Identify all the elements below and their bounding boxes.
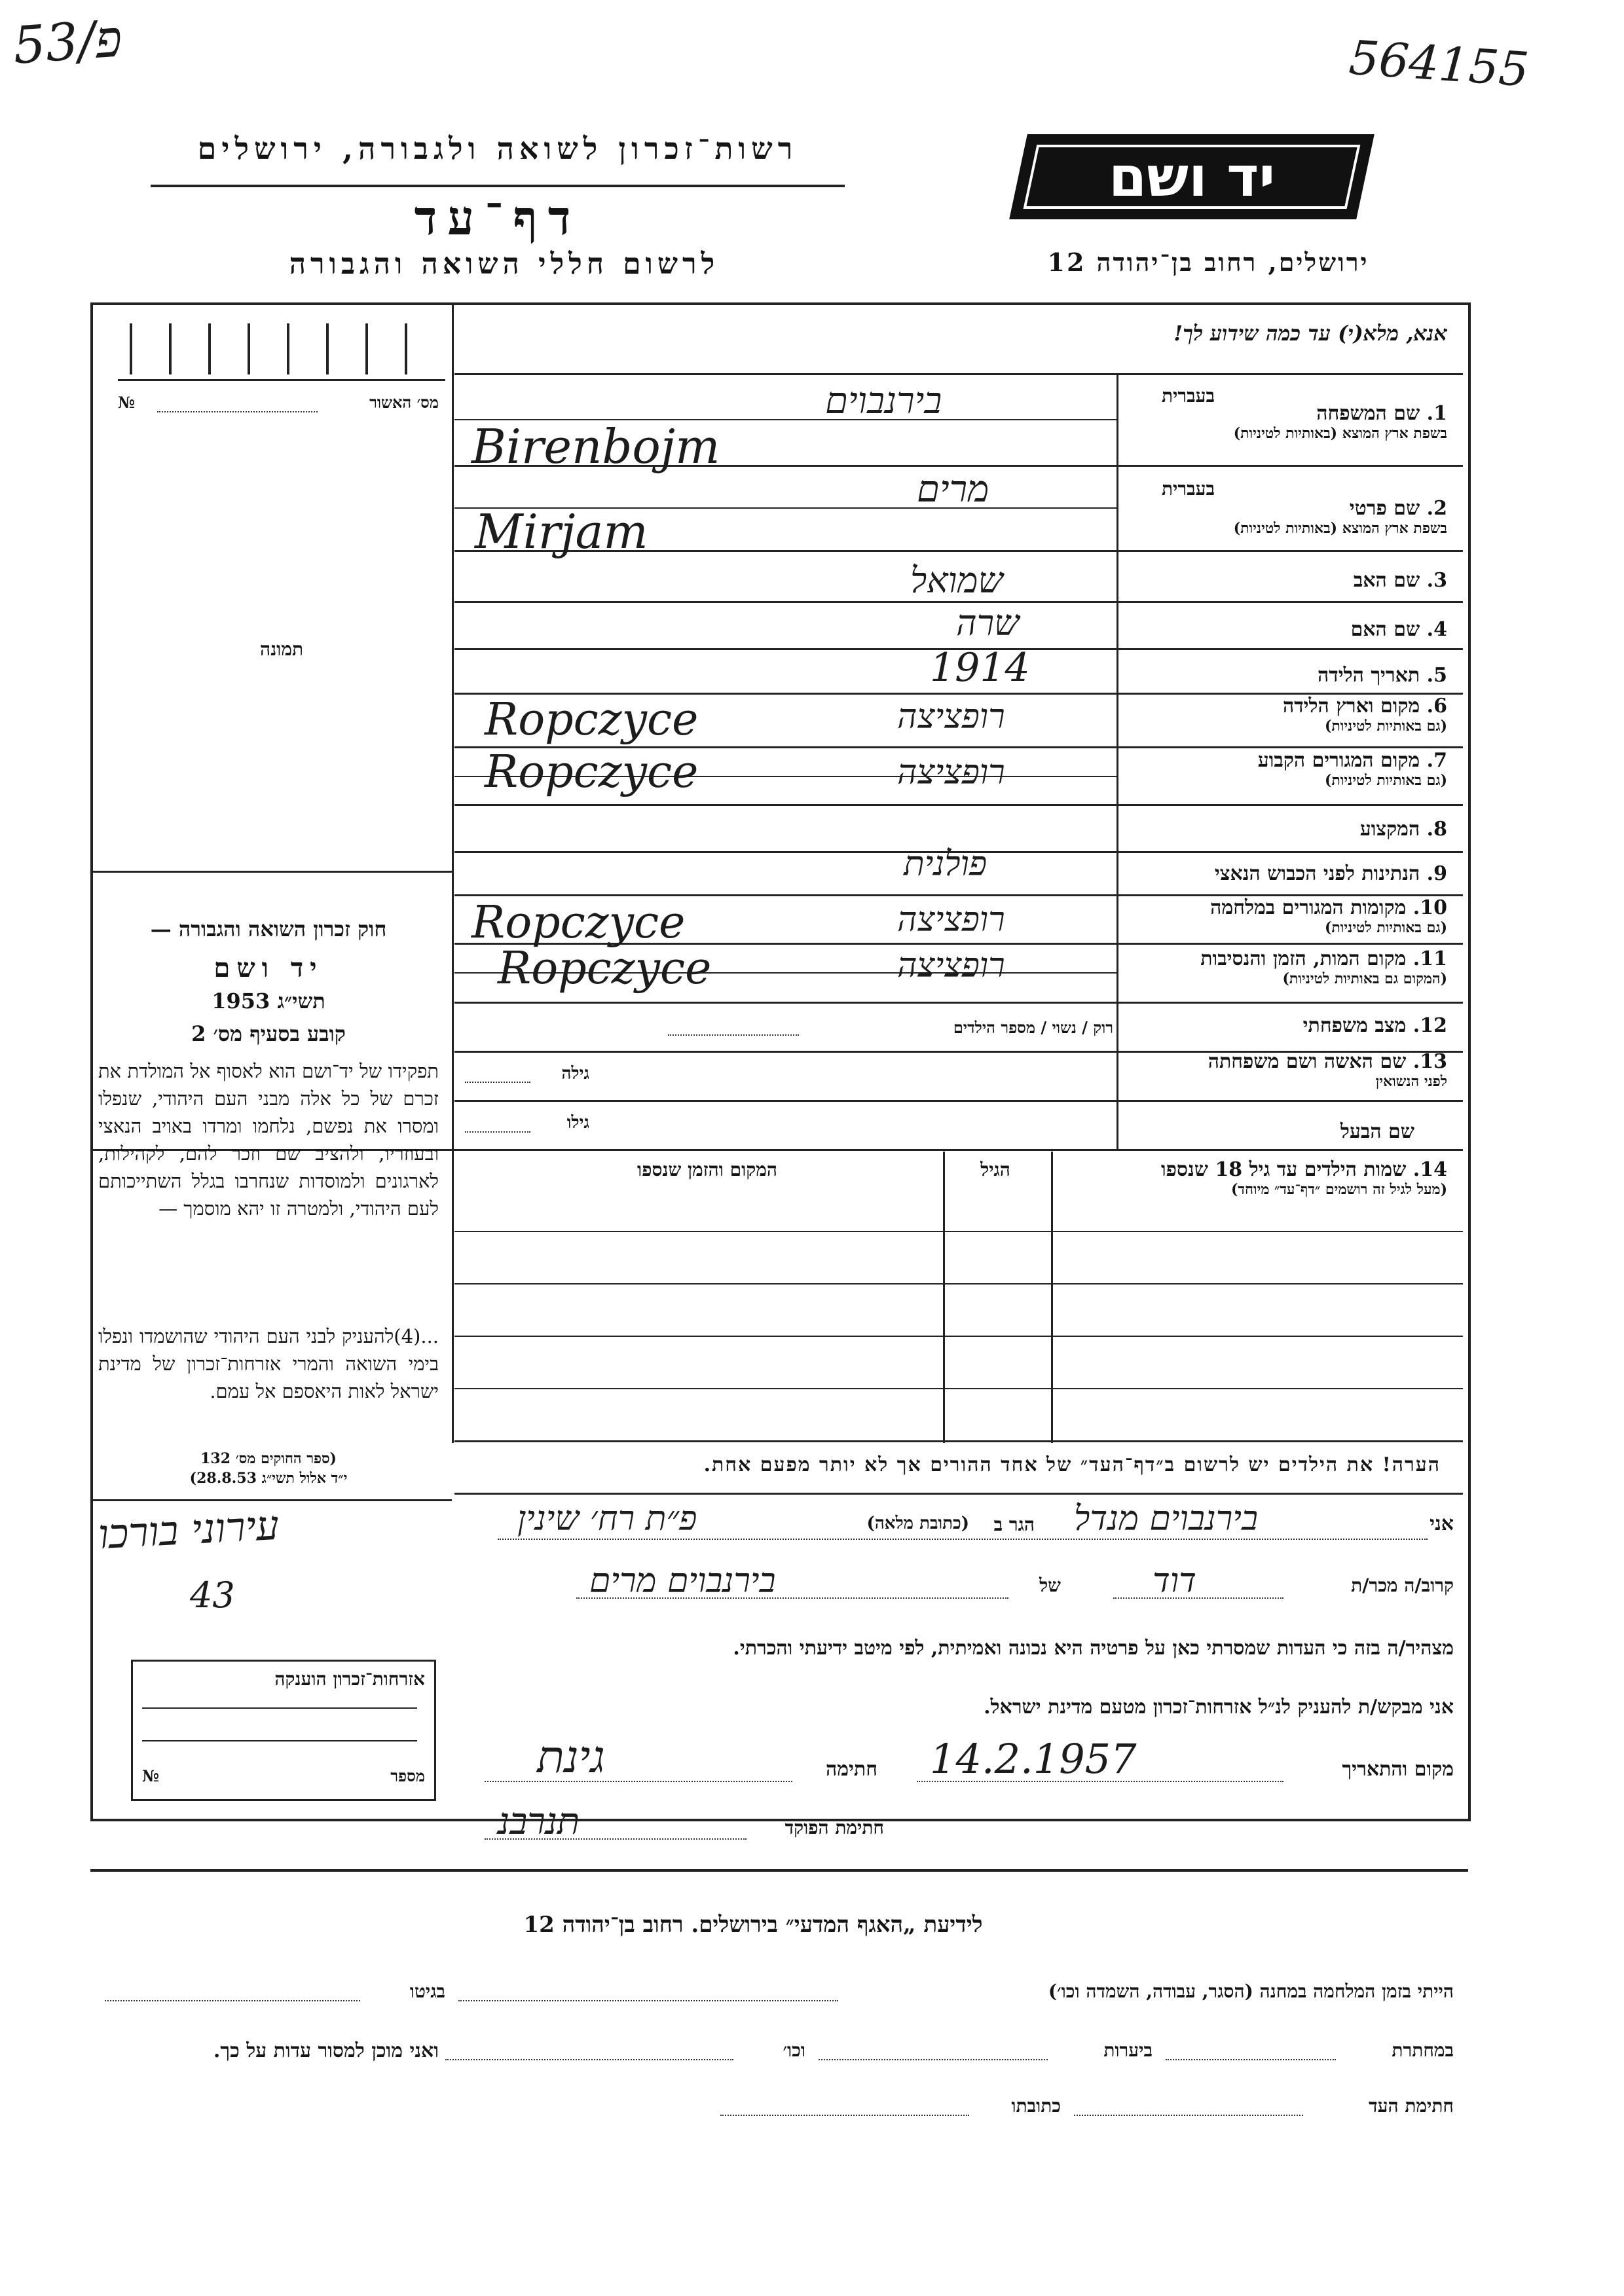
value-firstname-latin: Mirjam	[475, 504, 648, 559]
bottom-title: לידיעת „האגף המדעי״ בירושלים. רחוב בן־יהודה 12	[523, 1912, 983, 1938]
logo-text: יד ושם	[1108, 145, 1276, 209]
field-11-title: מקום המות, הזמן והנסיבות	[1200, 947, 1407, 970]
approval-number-label: מס׳ האשור	[369, 393, 439, 412]
value-firstname-hebrew: מרים	[917, 468, 989, 511]
field-4-title: שם האם	[1350, 618, 1420, 641]
bottom-line2-b: ביערות	[1103, 2039, 1153, 2061]
children-row-line	[454, 1231, 1463, 1232]
of-label: של	[1039, 1575, 1061, 1596]
photo-bottom-rule	[93, 871, 452, 873]
law-section: קובע בסעיף מס׳ 2	[191, 1021, 346, 1046]
official-signature-line	[485, 1838, 747, 1840]
signature-line	[485, 1781, 792, 1782]
field-5-num: 5.	[1426, 664, 1447, 687]
signature-value: גינת	[537, 1732, 605, 1783]
children-count-line	[668, 1034, 799, 1036]
bottom-line2-a: במחתרת	[1392, 2039, 1454, 2061]
value-wartime-residence-latin: Ropczyce	[471, 897, 686, 949]
field-13-num: 13.	[1412, 1050, 1447, 1073]
field-11-note: (המקום גם באותיות לטיניות)	[1282, 970, 1447, 987]
citizenship-box-title: אזרחות־זכרון הוענקה	[274, 1668, 425, 1690]
header-rule	[151, 185, 845, 187]
bottom-line3-fill2	[720, 2115, 969, 2116]
field-6-num: 6.	[1426, 695, 1447, 718]
approval-boxes	[118, 317, 445, 381]
bottom-line3-b: כתובתו	[1011, 2095, 1061, 2117]
law-title: חוק זכרון השואה והגבורה —	[150, 917, 387, 941]
photo-label: תמונה	[259, 638, 304, 660]
field-5-title: תאריך הלידה	[1318, 664, 1420, 687]
field-2-title: שם פרטי	[1349, 497, 1420, 520]
children-row-line	[454, 1283, 1463, 1285]
husband-age-line	[465, 1131, 530, 1133]
declarant-address-extra: עירוני בורכו	[97, 1501, 280, 1559]
signature-label: חתימה	[826, 1758, 877, 1781]
declaration-i: אני	[1430, 1512, 1454, 1535]
law-source-date: י״ד אלול תשי״ג 28.8.53)	[189, 1470, 348, 1487]
declarant-address: פ״ת רח׳ שינין	[517, 1499, 697, 1539]
relation-label: קרוב/ה מכר/ת	[1351, 1575, 1454, 1596]
children-note: הערה! את הילדים יש לרשום ב״דף־העד״ של אחד ההורים אך לא יותר מפעם אחת.	[703, 1453, 1441, 1476]
address-note: (כתובת מלאה)	[866, 1514, 969, 1533]
field-8-title: המקצוע	[1359, 818, 1420, 841]
field-12-num: 12.	[1412, 1014, 1447, 1037]
field-13-label	[1126, 1051, 1447, 1090]
org-line: רשות־זכרון לשואה ולגבורה, ירושלים	[197, 131, 798, 166]
row-line	[454, 1100, 1463, 1102]
children-col-divider	[452, 1152, 454, 1443]
value-birthplace-latin: Ropczyce	[485, 694, 699, 746]
field-6-title: מקום וארץ הלידה	[1282, 695, 1420, 718]
official-signature-value: תנרבנ	[498, 1800, 580, 1843]
declaration-statement: מצהיר/ה בזה כי העדות שמסרתי כאן על פרטיה היא נכונה ואמיתית, לפי מיטב ידיעתי והכרתי.	[733, 1637, 1454, 1660]
marital-options: רוק / נשוי / מספר הילדים	[953, 1018, 1113, 1037]
wife-age-label: גילה	[561, 1064, 589, 1084]
field-14-num: 14.	[1412, 1158, 1447, 1181]
field-13-title: שם האשה ושם משפחתה	[1208, 1050, 1407, 1073]
field-7-title: מקום המגורים הקבוע	[1257, 749, 1420, 772]
of-line	[576, 1597, 1008, 1599]
law-year-hebrew: תשי״ג	[277, 989, 325, 1013]
field-2-note: בשפת ארץ המוצא (באותיות לטיניות)	[1233, 519, 1447, 537]
declarant-address-number: 43	[190, 1575, 235, 1616]
declarant-name: בירנבוים מנדל	[1074, 1499, 1259, 1539]
bottom-line1-fill	[458, 2000, 838, 2001]
field-6-label	[1126, 695, 1447, 735]
note-rule	[454, 1493, 1463, 1495]
citizenship-number-label: מספר	[390, 1766, 425, 1785]
field-5-label	[1126, 665, 1447, 687]
value-father: שמואל	[910, 560, 1003, 601]
children-col-place: המקום והזמן שנספו	[637, 1159, 777, 1180]
children-col-age: הגיל	[980, 1159, 1010, 1180]
bottom-line2-fill	[1166, 2059, 1336, 2060]
row-line	[454, 1002, 1463, 1004]
value-birthplace-hebrew: רופציצה	[897, 697, 1005, 737]
field-4-num: 4.	[1426, 618, 1447, 641]
left-column-divider	[452, 305, 454, 1274]
law-name: יד ושם	[213, 953, 323, 983]
field-1-note: בשפת ארץ המוצא (באותיות לטיניות)	[1233, 424, 1447, 442]
row-line	[454, 804, 1463, 806]
declaration-request: אני מבקש/ת להעניק לנ״ל אזרחות־זכרון מטעם מדינת ישראל.	[984, 1696, 1454, 1719]
children-bottom-rule	[454, 1440, 1463, 1442]
field-14-title: שמות הילדים עד גיל 18 שנספו	[1160, 1158, 1407, 1181]
field-3-title: שם האב	[1353, 569, 1420, 592]
field-1-num: 1.	[1426, 402, 1447, 425]
bottom-line2-fill3	[445, 2059, 733, 2060]
bottom-line1-b: בגיטו	[409, 1980, 445, 2002]
approval-ticks	[118, 317, 445, 379]
field-3-label	[1126, 570, 1447, 592]
logo-address: ירושלים, רחוב בן־יהודה 12	[1047, 247, 1369, 277]
value-death-place-latin: Ropczyce	[498, 943, 712, 994]
children-col-divider	[1051, 1152, 1053, 1443]
law-source: (ספר החוקים מס׳ 132	[200, 1450, 337, 1467]
place-date-line	[917, 1781, 1283, 1782]
spouse-label: שם הבעל	[1340, 1120, 1414, 1143]
address-line	[498, 1539, 1428, 1540]
field-9-label	[1126, 863, 1447, 886]
value-wartime-residence-hebrew: רופציצה	[897, 900, 1005, 939]
form-title: דף־עד	[414, 190, 581, 246]
bottom-line2-fill2	[819, 2059, 1048, 2060]
field-12-title: מצב משפחתי	[1302, 1014, 1407, 1037]
field-1-side: בעברית	[1161, 385, 1215, 407]
field-9-title: הנתינות לפני הכבוש הנאצי	[1214, 862, 1420, 885]
official-signature-label: חתימת הפוקד	[784, 1817, 884, 1838]
field-12-label	[1126, 1015, 1447, 1038]
field-7-label	[1126, 750, 1447, 789]
form-subtitle: לרשום חללי השואה והגבורה	[289, 247, 720, 281]
archive-note-right: 564155	[1347, 29, 1531, 98]
label-column-divider	[1116, 373, 1118, 1149]
children-col-divider	[943, 1152, 945, 1443]
field-6-note: (גם באותיות לטיניות)	[1324, 717, 1447, 735]
intro-text: אנא, מלא(י) עד כמה שידוע לך!	[1173, 321, 1447, 346]
law-text-cont: ...(4)להעניק לבני העם היהודי שהושמדו ונפלו בימי השואה והמרי אזרחות־זכרון של מדינת ישראל לאות היאספם אל עמם.	[98, 1325, 439, 1403]
wife-age-line	[465, 1082, 530, 1083]
citizenship-box	[131, 1660, 436, 1801]
field-2-label	[1126, 498, 1447, 537]
field-3-num: 3.	[1426, 569, 1447, 592]
field-2-side: בעברית	[1161, 478, 1215, 500]
law-year: 1953	[212, 989, 270, 1013]
bottom-line1-a: הייתי בזמן המלחמה במחנה (הסגר, עבודה, השמדה וכו׳)	[1048, 1980, 1454, 2002]
lives-in-label: הגר ב	[993, 1514, 1035, 1535]
approval-number-suffix: №	[118, 393, 136, 412]
relation-line	[1113, 1597, 1283, 1599]
bottom-line3-a: חתימת העד	[1369, 2095, 1454, 2117]
field-11-num: 11.	[1412, 947, 1447, 970]
citizenship-number-suffix: №	[142, 1766, 160, 1785]
bottom-line2-d: ואני מוכן למסור עדות על כך.	[213, 2039, 439, 2062]
of-value: בירנבוים מרים	[589, 1561, 776, 1601]
field-14-note: (מעל לגיל זה רושמים ״דף־עד״ מיוחד)	[1230, 1180, 1447, 1198]
archive-note-left: 53/פ	[11, 9, 124, 76]
field-8-label	[1126, 818, 1447, 841]
field-11-label	[1126, 948, 1447, 987]
value-mother: שרה	[956, 602, 1020, 644]
children-row-line	[454, 1336, 1463, 1337]
field-13-note: לפני הנשואין	[1375, 1072, 1447, 1090]
value-residence-hebrew: רופציצה	[897, 753, 1005, 792]
field-7-num: 7.	[1426, 749, 1447, 772]
field-8-num: 8.	[1426, 818, 1447, 841]
field-10-note: (גם באותיות לטיניות)	[1324, 919, 1447, 936]
value-residence-latin: Ropczyce	[485, 746, 699, 798]
field-1-title: שם המשפחה	[1316, 402, 1420, 425]
place-date-label: מקום והתאריך	[1342, 1758, 1454, 1781]
value-death-place-hebrew: רופציצה	[897, 946, 1005, 985]
law-text: תפקידו של יד־ושם הוא לאסוף אל המולדת את זכרם של כל אלה מבני העם היהודי, שנפלו ומסרו את נפשם, נלחמו ומרדו באויב הנאצי ובעוזריו, ולהציב שם וזכר להם, לקהילות, לארגונים ולמוסדות שנחרבו בגלל השתייכותם לעם היהודי, ולמטרה זו יהא מוסמך —	[98, 1060, 439, 1220]
field-2-num: 2.	[1426, 497, 1447, 520]
field-10-num: 10.	[1412, 896, 1447, 919]
value-surname-hebrew: בירנבוים	[825, 380, 942, 422]
field-7-note: (גם באותיות לטיניות)	[1324, 771, 1447, 789]
field-4-label	[1126, 619, 1447, 642]
law-year-row	[98, 989, 439, 1013]
field-10-title: מקומות המגורים במלחמה	[1210, 896, 1407, 919]
bottom-line2-c: וכו׳	[783, 2039, 805, 2061]
value-surname-latin: Birenbojm	[471, 419, 720, 474]
relation-value: דוד	[1153, 1561, 1196, 1601]
value-nationality: פולנית	[904, 845, 987, 884]
bottom-line3-fill	[1074, 2115, 1303, 2116]
field-14-label	[1054, 1159, 1447, 1198]
approval-number-line	[157, 411, 318, 412]
field-9-num: 9.	[1426, 862, 1447, 885]
date-value: 14.2.1957	[930, 1735, 1137, 1783]
children-row-line	[454, 1388, 1463, 1389]
yad-vashem-logo	[1009, 134, 1375, 219]
bottom-section-rule	[90, 1869, 1468, 1872]
value-birthdate: 1914	[930, 645, 1030, 691]
husband-age-label: גילו	[566, 1113, 589, 1133]
field-1-label	[1126, 403, 1447, 442]
row-line	[454, 373, 1463, 375]
field-10-label	[1126, 897, 1447, 936]
bottom-line1-fill2	[105, 2000, 360, 2001]
